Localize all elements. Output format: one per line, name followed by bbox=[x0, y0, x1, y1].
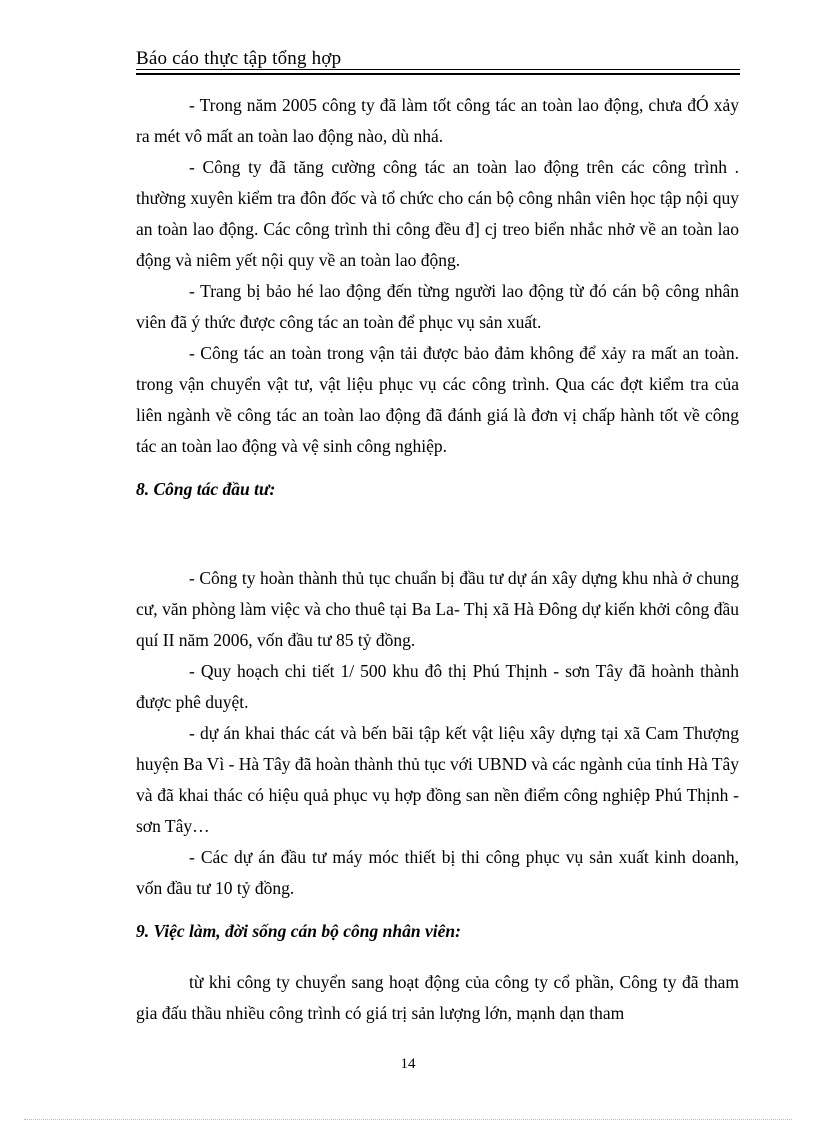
page-bottom-dotted-border bbox=[24, 1119, 792, 1120]
investment-paragraph-4: - Các dự án đầu tư máy móc thiết bị thi công phục vụ sản xuất kinh doanh, vốn đầu tư 10 tỷ đồng. bbox=[136, 847, 739, 898]
investment-heading: 8. Công tác đầu tư: bbox=[136, 479, 276, 499]
page-content bbox=[136, 90, 739, 1029]
page-number: 14 bbox=[400, 1056, 416, 1072]
employment-paragraph-1: từ khi công ty chuyển sang hoạt động của công ty cổ phần, Công ty đã tham gia đấu thầu nhiều công trình có giá trị sản lượng lớn, mạnh dạn tham bbox=[136, 972, 739, 1023]
investment-paragraph-2: - Quy hoạch chi tiết 1/ 500 khu đô thị Phú Thịnh - sơn Tây đã hoành thành được phê duyệt. bbox=[136, 661, 739, 712]
spacer bbox=[136, 947, 739, 967]
investment-paragraph-1: - Công ty hoàn thành thủ tục chuẩn bị đầu tư dự án xây dựng khu nhà ở chung cư, văn phòng làm việc và cho thuê tại Ba La- Thị xã Hà Đông dự kiến khởi công đầu quí II năm 2006, vốn đầu tư 85 tỷ đồng. bbox=[136, 568, 739, 650]
report-header-title: Báo cáo thực tập tổng hợp bbox=[136, 48, 342, 69]
safety-paragraph-2: - Công ty đã tăng cường công tác an toàn lao động trên các công trình . thường xuyên kiểm tra đôn đốc và tổ chức cho cán bộ công nhân viên học tập nội quy an toàn lao động. Các công trình thi công đều đ] cj treo biển nhắc nhở về an toàn lao động và niêm yết nội quy về an toàn lao động. bbox=[136, 157, 739, 270]
safety-paragraph-3: - Trang bị bảo hé lao động đến từng người lao động từ đó cán bộ công nhân viên đã ý thức được công tác an toàn để phục vụ sản xuất. bbox=[136, 281, 739, 332]
spacer bbox=[136, 505, 739, 563]
safety-paragraph-4: - Công tác an toàn trong vận tải được bảo đảm không để xảy ra mất an toàn. trong vận chuyển vật tư, vật liệu phục vụ các công trình. Qua các đợt kiểm tra của liên ngành về công tác an toàn lao động đã đánh giá là đơn vị chấp hành tốt về công tác an toàn lao động và vệ sinh công nghiệp. bbox=[136, 343, 739, 456]
employment-heading: 9. Việc làm, đời sống cán bộ công nhân viên: bbox=[136, 921, 461, 941]
safety-paragraph-1: - Trong năm 2005 công ty đã làm tốt công tác an toàn lao động, chưa đÓ xảy ra mét vô mất an toàn lao động nào, dù nhá. bbox=[136, 95, 739, 146]
header-rule-thick bbox=[136, 73, 740, 75]
header-rule-thin bbox=[136, 69, 740, 70]
investment-paragraph-3: - dự án khai thác cát và bến bãi tập kết vật liệu xây dựng tại xã Cam Thượng huyện Ba Vì - Hà Tây đã hoàn thành thủ tục với UBND và các ngành của tỉnh Hà Tây và đã khai thác có hiệu quả phục vụ hợp đồng san nền điểm công nghiệp Phú Thịnh - sơn Tây… bbox=[136, 723, 739, 836]
